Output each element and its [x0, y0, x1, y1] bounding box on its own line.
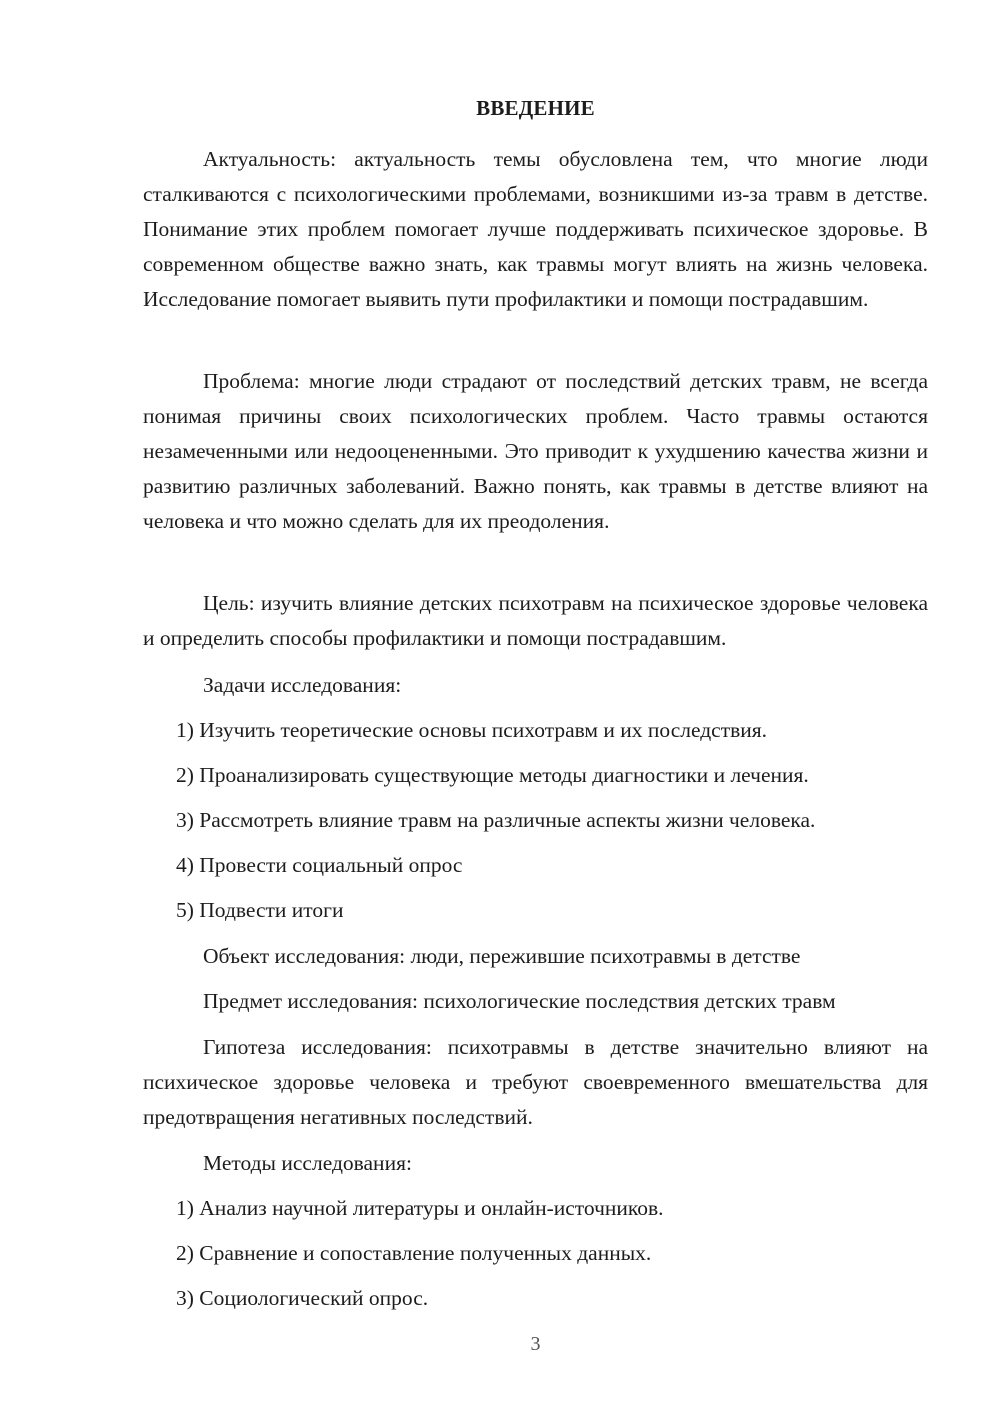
method-item-1: 1) Анализ научной литературы и онлайн-источников.	[176, 1196, 664, 1220]
tasks-heading: Задачи исследования:	[203, 673, 402, 697]
hypothesis-paragraph: Гипотеза исследования: психотравмы в детстве значительно влияют на психическое здоровье человека и требуют своевременного вмешательства для предотвращения негативных последствий.	[143, 1035, 928, 1129]
task-item-2: 2) Проанализировать существующие методы диагностики и лечения.	[176, 763, 809, 787]
task-item-1: 1) Изучить теоретические основы психотравм и их последствия.	[176, 718, 768, 742]
method-item-3: 3) Социологический опрос.	[176, 1286, 429, 1310]
page-title: ВВЕДЕНИЕ	[476, 96, 595, 120]
relevance-paragraph: Актуальность: актуальность темы обусловлена тем, что многие люди сталкиваются с психологическими проблемами, возникшими из-за травм в детстве. Понимание этих проблем помогает лучше поддерживать психическое здоровье. В современном обществе важно знать, как травмы могут влиять на жизнь человека. Исследование помогает выявить пути профилактики и помощи пострадавшим.	[143, 147, 928, 311]
task-item-4: 4) Провести социальный опрос	[176, 853, 463, 877]
methods-heading: Методы исследования:	[203, 1151, 412, 1175]
object-line: Объект исследования: люди, пережившие психотравмы в детстве	[203, 944, 801, 968]
goal-paragraph: Цель: изучить влияние детских психотравм на психическое здоровье человека и определить способы профилактики и помощи пострадавшим.	[143, 591, 928, 650]
page-number: 3	[530, 1333, 541, 1355]
task-item-3: 3) Рассмотреть влияние травм на различные аспекты жизни человека.	[176, 808, 816, 832]
method-item-2: 2) Сравнение и сопоставление полученных данных.	[176, 1241, 652, 1265]
task-item-5: 5) Подвести итоги	[176, 898, 344, 922]
subject-line: Предмет исследования: психологические последствия детских травм	[203, 989, 836, 1013]
problem-paragraph: Проблема: многие люди страдают от последствий детских травм, не всегда понимая причины своих психологических проблем. Часто травмы остаются незамеченными или недооцененными. Это приводит к ухудшению качества жизни и развитию различных заболеваний. Важно понять, как травмы в детстве влияют на человека и что можно сделать для их преодоления.	[143, 369, 928, 533]
document-page	[143, 0, 928, 1414]
